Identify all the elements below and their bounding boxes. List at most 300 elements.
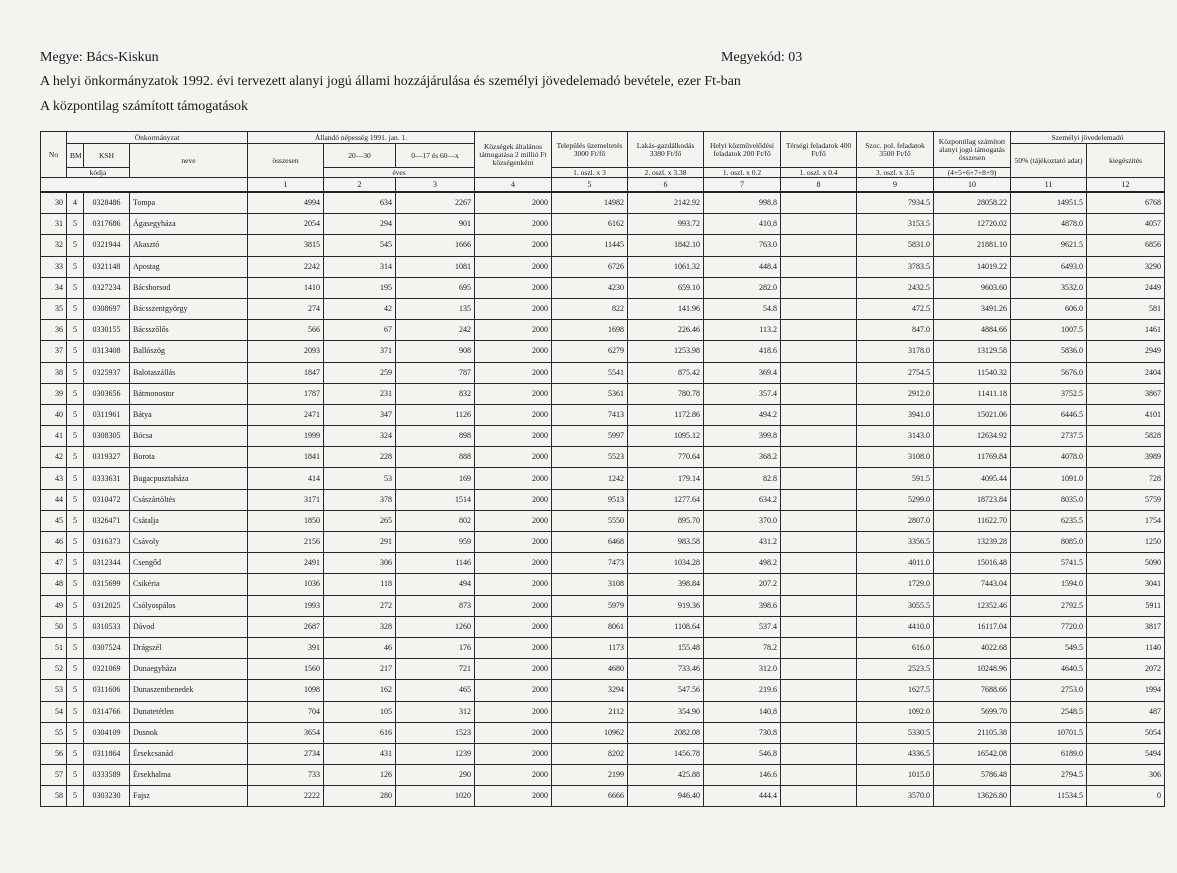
cell-age-0-17: 2267 — [396, 192, 475, 214]
cell-osszesen: 1999 — [248, 426, 324, 447]
cell-ksh: 0319327 — [84, 447, 130, 468]
cell-kozponti: 11411.18 — [934, 383, 1011, 404]
col-szoc: Szoc. pol. feladatok 3500 Ft/fő — [857, 132, 934, 168]
cell-lakas: 1034.28 — [628, 553, 704, 574]
cell-name: Érsekcsanád — [130, 743, 248, 764]
col-kozsegek: Községek általános támogatása 2 millió Ft községenként — [475, 132, 552, 178]
cell-ksh: 0311864 — [84, 743, 130, 764]
cell-telepules: 822 — [552, 298, 628, 319]
cell-telepules: 4230 — [552, 277, 628, 298]
col-num: 7 — [704, 178, 781, 193]
table-row — [41, 277, 1165, 298]
cell-age-0-17: 721 — [396, 659, 475, 680]
cell-telepules: 5979 — [552, 595, 628, 616]
cell-kozponti: 21881.10 — [934, 235, 1011, 256]
cell-lakas: 1456.78 — [628, 743, 704, 764]
cell-age-0-17: 908 — [396, 341, 475, 362]
cell-helyi: 537.4 — [704, 616, 781, 637]
cell-bm: 5 — [67, 701, 84, 722]
table-row — [41, 616, 1165, 637]
cell-name: Apostag — [130, 256, 248, 277]
table-row — [41, 743, 1165, 764]
cell-kieg: 1461 — [1087, 320, 1165, 341]
cell-no: 31 — [41, 214, 67, 235]
cell-helyi: 146.6 — [704, 765, 781, 786]
document-subtitle: A központilag számított támogatások — [40, 99, 249, 114]
cell-age-0-17: 135 — [396, 298, 475, 319]
cell-age-20-30: 306 — [324, 553, 396, 574]
cell-bm: 5 — [67, 743, 84, 764]
cell-szoc: 1627.5 — [857, 680, 934, 701]
cell-tersegi — [781, 298, 857, 319]
cell-szoc: 3055.5 — [857, 595, 934, 616]
cell-helyi: 448.4 — [704, 256, 781, 277]
cell-osszesen: 3815 — [248, 235, 324, 256]
cell-bm: 5 — [67, 659, 84, 680]
cell-no: 41 — [41, 426, 67, 447]
cell-telepules: 7413 — [552, 404, 628, 425]
cell-telepules: 5361 — [552, 383, 628, 404]
cell-name: Ballószög — [130, 341, 248, 362]
cell-age-20-30: 231 — [324, 383, 396, 404]
cell-szoc: 472.5 — [857, 298, 934, 319]
cell-tersegi — [781, 362, 857, 383]
cell-tersegi — [781, 426, 857, 447]
cell-age-20-30: 217 — [324, 659, 396, 680]
table-row — [41, 383, 1165, 404]
table-row — [41, 595, 1165, 616]
cell-age-0-17: 898 — [396, 426, 475, 447]
cell-szja-50: 5676.0 — [1011, 362, 1087, 383]
col-num: 8 — [781, 178, 857, 193]
cell-kozsegek: 2000 — [475, 786, 552, 807]
cell-szoc: 3783.5 — [857, 256, 934, 277]
col-num: 3 — [396, 178, 475, 193]
cell-age-20-30: 545 — [324, 235, 396, 256]
cell-no: 44 — [41, 489, 67, 510]
cell-kozsegek: 2000 — [475, 468, 552, 489]
cell-szoc: 5299.0 — [857, 489, 934, 510]
cell-szoc: 3570.0 — [857, 786, 934, 807]
cell-name: Csávoly — [130, 532, 248, 553]
cell-szja-50: 4078.0 — [1011, 447, 1087, 468]
cell-kieg: 1140 — [1087, 637, 1165, 658]
cell-age-20-30: 162 — [324, 680, 396, 701]
cell-name: Borota — [130, 447, 248, 468]
cell-kieg: 5090 — [1087, 553, 1165, 574]
cell-kozsegek: 2000 — [475, 574, 552, 595]
cell-kieg: 5828 — [1087, 426, 1165, 447]
cell-telepules: 5523 — [552, 447, 628, 468]
cell-kozponti: 3491.26 — [934, 298, 1011, 319]
cell-ksh: 0333589 — [84, 765, 130, 786]
cell-helyi: 357.4 — [704, 383, 781, 404]
table-row — [41, 426, 1165, 447]
cell-kieg: 1754 — [1087, 510, 1165, 531]
cell-name: Drágszél — [130, 637, 248, 658]
col-num-blank — [41, 178, 248, 193]
cell-kozsegek: 2000 — [475, 320, 552, 341]
cell-kozponti: 7443.04 — [934, 574, 1011, 595]
cell-szoc: 2523.5 — [857, 659, 934, 680]
cell-bm: 5 — [67, 383, 84, 404]
cell-lakas: 398.84 — [628, 574, 704, 595]
cell-name: Bácsborsod — [130, 277, 248, 298]
cell-szja-50: 10701.5 — [1011, 722, 1087, 743]
cell-ksh: 0313408 — [84, 341, 130, 362]
cell-bm: 5 — [67, 765, 84, 786]
col-telepules: Település üzemeltetés 3000 Ft/fő — [552, 132, 628, 168]
cell-lakas: 547.56 — [628, 680, 704, 701]
cell-kozsegek: 2000 — [475, 277, 552, 298]
cell-helyi: 410.8 — [704, 214, 781, 235]
col-num: 4 — [475, 178, 552, 193]
cell-telepules: 9513 — [552, 489, 628, 510]
cell-tersegi — [781, 235, 857, 256]
cell-szja-50: 2548.5 — [1011, 701, 1087, 722]
cell-bm: 5 — [67, 574, 84, 595]
cell-name: Dávod — [130, 616, 248, 637]
cell-tersegi — [781, 701, 857, 722]
table-row — [41, 214, 1165, 235]
cell-kozsegek: 2000 — [475, 404, 552, 425]
cell-szoc: 4410.0 — [857, 616, 934, 637]
cell-tersegi — [781, 680, 857, 701]
cell-name: Balotaszállás — [130, 362, 248, 383]
cell-kieg: 728 — [1087, 468, 1165, 489]
cell-szja-50: 1091.0 — [1011, 468, 1087, 489]
cell-szoc: 2432.5 — [857, 277, 934, 298]
cell-kozponti: 28058.22 — [934, 192, 1011, 214]
cell-kozponti: 12352.46 — [934, 595, 1011, 616]
cell-lakas: 425.88 — [628, 765, 704, 786]
cell-kieg: 4101 — [1087, 404, 1165, 425]
cell-szoc: 5330.5 — [857, 722, 934, 743]
cell-no: 53 — [41, 680, 67, 701]
cell-szja-50: 6446.5 — [1011, 404, 1087, 425]
cell-ksh: 0308305 — [84, 426, 130, 447]
cell-kieg: 306 — [1087, 765, 1165, 786]
cell-age-0-17: 695 — [396, 277, 475, 298]
cell-name: Csólyospálos — [130, 595, 248, 616]
cell-osszesen: 414 — [248, 468, 324, 489]
cell-helyi: 78.2 — [704, 637, 781, 658]
cell-bm: 5 — [67, 277, 84, 298]
cell-helyi: 54.8 — [704, 298, 781, 319]
cell-kozponti: 15021.06 — [934, 404, 1011, 425]
cell-ksh: 0311961 — [84, 404, 130, 425]
cell-kozsegek: 2000 — [475, 637, 552, 658]
cell-szja-50: 6189.0 — [1011, 743, 1087, 764]
cell-lakas: 875.42 — [628, 362, 704, 383]
cell-lakas: 2082.08 — [628, 722, 704, 743]
cell-ksh: 0310533 — [84, 616, 130, 637]
cell-name: Akasztó — [130, 235, 248, 256]
cell-osszesen: 2734 — [248, 743, 324, 764]
cell-age-0-17: 1081 — [396, 256, 475, 277]
cell-szoc: 1092.0 — [857, 701, 934, 722]
table-row — [41, 680, 1165, 701]
cell-szoc: 847.0 — [857, 320, 934, 341]
cell-bm: 5 — [67, 468, 84, 489]
cell-age-0-17: 1020 — [396, 786, 475, 807]
cell-helyi: 444.4 — [704, 786, 781, 807]
col-age-20-30: 20—30 — [324, 144, 396, 168]
cell-kozponti: 21105.38 — [934, 722, 1011, 743]
cell-tersegi — [781, 532, 857, 553]
cell-age-20-30: 195 — [324, 277, 396, 298]
cell-lakas: 1842.10 — [628, 235, 704, 256]
cell-kozsegek: 2000 — [475, 553, 552, 574]
cell-telepules: 8202 — [552, 743, 628, 764]
cell-name: Bátmonostor — [130, 383, 248, 404]
cell-kozsegek: 2000 — [475, 765, 552, 786]
cell-no: 33 — [41, 256, 67, 277]
cell-szoc: 2912.0 — [857, 383, 934, 404]
cell-kozponti: 11622.70 — [934, 510, 1011, 531]
cell-ksh: 0311606 — [84, 680, 130, 701]
cell-ksh: 0325937 — [84, 362, 130, 383]
cell-no: 52 — [41, 659, 67, 680]
table-row — [41, 256, 1165, 277]
cell-telepules: 11445 — [552, 235, 628, 256]
cell-no: 36 — [41, 320, 67, 341]
cell-age-20-30: 67 — [324, 320, 396, 341]
cell-helyi: 494.2 — [704, 404, 781, 425]
cell-lakas: 2142.92 — [628, 192, 704, 214]
cell-szoc: 3356.5 — [857, 532, 934, 553]
table-row — [41, 235, 1165, 256]
cell-szoc: 3108.0 — [857, 447, 934, 468]
table-row — [41, 320, 1165, 341]
table-row — [41, 637, 1165, 658]
cell-tersegi — [781, 468, 857, 489]
cell-age-20-30: 228 — [324, 447, 396, 468]
cell-lakas: 895.70 — [628, 510, 704, 531]
cell-kieg: 0 — [1087, 786, 1165, 807]
cell-lakas: 946.40 — [628, 786, 704, 807]
cell-lakas: 1172.86 — [628, 404, 704, 425]
cell-age-20-30: 634 — [324, 192, 396, 214]
cell-helyi: 998.8 — [704, 192, 781, 214]
col-helyi: Helyi közművelődési feladatok 200 Ft/fő — [704, 132, 781, 168]
cell-bm: 5 — [67, 341, 84, 362]
cell-no: 42 — [41, 447, 67, 468]
cell-telepules: 4680 — [552, 659, 628, 680]
cell-telepules: 1698 — [552, 320, 628, 341]
cell-bm: 5 — [67, 256, 84, 277]
cell-tersegi — [781, 510, 857, 531]
cell-no: 58 — [41, 786, 67, 807]
cell-name: Tompa — [130, 192, 248, 214]
cell-szja-50: 549.5 — [1011, 637, 1087, 658]
cell-telepules: 6666 — [552, 786, 628, 807]
cell-lakas: 659.10 — [628, 277, 704, 298]
col-num: 10 — [934, 178, 1011, 193]
cell-age-0-17: 873 — [396, 595, 475, 616]
cell-ksh: 0303230 — [84, 786, 130, 807]
cell-osszesen: 1850 — [248, 510, 324, 531]
cell-age-0-17: 1260 — [396, 616, 475, 637]
cell-kozponti: 13129.58 — [934, 341, 1011, 362]
table-row — [41, 722, 1165, 743]
cell-tersegi — [781, 404, 857, 425]
col-num: 12 — [1087, 178, 1165, 193]
county-code-label: Megyekód: 03 — [721, 50, 803, 65]
cell-osszesen: 1036 — [248, 574, 324, 595]
cell-no: 35 — [41, 298, 67, 319]
cell-ksh: 0312025 — [84, 595, 130, 616]
cell-kozsegek: 2000 — [475, 532, 552, 553]
cell-ksh: 0330155 — [84, 320, 130, 341]
table-row — [41, 659, 1165, 680]
cell-age-0-17: 242 — [396, 320, 475, 341]
cell-tersegi — [781, 765, 857, 786]
cell-no: 47 — [41, 553, 67, 574]
cell-kieg: 2949 — [1087, 341, 1165, 362]
cell-bm: 5 — [67, 320, 84, 341]
table-row — [41, 298, 1165, 319]
col-helyi-formula: 1. oszl. x 0.2 — [704, 168, 781, 178]
cell-age-20-30: 371 — [324, 341, 396, 362]
cell-no: 54 — [41, 701, 67, 722]
cell-lakas: 141.96 — [628, 298, 704, 319]
cell-age-20-30: 328 — [324, 616, 396, 637]
cell-lakas: 993.72 — [628, 214, 704, 235]
cell-tersegi — [781, 574, 857, 595]
col-szoc-formula: 3. oszl. x 3.5 — [857, 168, 934, 178]
cell-name: Bócsa — [130, 426, 248, 447]
cell-kieg: 487 — [1087, 701, 1165, 722]
cell-kozsegek: 2000 — [475, 659, 552, 680]
cell-kieg: 6856 — [1087, 235, 1165, 256]
col-szja-50: 50% (tájékoztató adat) — [1011, 144, 1087, 178]
cell-kieg: 581 — [1087, 298, 1165, 319]
cell-age-20-30: 378 — [324, 489, 396, 510]
col-ksh: KSH — [84, 144, 130, 168]
col-onkormanyzat: Önkormányzat — [67, 132, 248, 144]
col-kozponti: Központilag számított alanyi jogú támogatás összesen — [934, 132, 1011, 168]
cell-tersegi — [781, 447, 857, 468]
cell-lakas: 226.46 — [628, 320, 704, 341]
cell-kieg: 2449 — [1087, 277, 1165, 298]
cell-no: 40 — [41, 404, 67, 425]
table-row — [41, 765, 1165, 786]
cell-helyi: 399.8 — [704, 426, 781, 447]
col-num: 11 — [1011, 178, 1087, 193]
cell-name: Dunatetétlen — [130, 701, 248, 722]
cell-szoc: 2754.5 — [857, 362, 934, 383]
cell-bm: 5 — [67, 426, 84, 447]
cell-age-20-30: 118 — [324, 574, 396, 595]
cell-szja-50: 4878.0 — [1011, 214, 1087, 235]
cell-osszesen: 391 — [248, 637, 324, 658]
cell-ksh: 0321944 — [84, 235, 130, 256]
cell-osszesen: 2687 — [248, 616, 324, 637]
col-num: 6 — [628, 178, 704, 193]
cell-tersegi — [781, 341, 857, 362]
cell-lakas: 1095.12 — [628, 426, 704, 447]
cell-helyi: 546.8 — [704, 743, 781, 764]
cell-telepules: 1242 — [552, 468, 628, 489]
cell-osszesen: 2156 — [248, 532, 324, 553]
cell-osszesen: 733 — [248, 765, 324, 786]
cell-osszesen: 1560 — [248, 659, 324, 680]
cell-ksh: 0327234 — [84, 277, 130, 298]
cell-no: 43 — [41, 468, 67, 489]
cell-ksh: 0326471 — [84, 510, 130, 531]
cell-szja-50: 2794.5 — [1011, 765, 1087, 786]
cell-age-20-30: 314 — [324, 256, 396, 277]
cell-kozsegek: 2000 — [475, 489, 552, 510]
cell-szja-50: 2753.0 — [1011, 680, 1087, 701]
cell-name: Bácsszőlős — [130, 320, 248, 341]
cell-tersegi — [781, 637, 857, 658]
cell-no: 48 — [41, 574, 67, 595]
table-row — [41, 489, 1165, 510]
cell-name: Csikéria — [130, 574, 248, 595]
cell-age-0-17: 1126 — [396, 404, 475, 425]
cell-kozponti: 7688.66 — [934, 680, 1011, 701]
cell-bm: 5 — [67, 595, 84, 616]
cell-kieg: 5911 — [1087, 595, 1165, 616]
cell-osszesen: 2093 — [248, 341, 324, 362]
col-tersegi: Térségi feladatok 400 Ft/fő — [781, 132, 857, 168]
cell-telepules: 2112 — [552, 701, 628, 722]
cell-szoc: 3153.5 — [857, 214, 934, 235]
cell-szoc: 5831.0 — [857, 235, 934, 256]
cell-bm: 5 — [67, 404, 84, 425]
cell-kieg: 6768 — [1087, 192, 1165, 214]
cell-telepules: 7473 — [552, 553, 628, 574]
cell-osszesen: 4994 — [248, 192, 324, 214]
cell-osszesen: 2054 — [248, 214, 324, 235]
cell-age-0-17: 1666 — [396, 235, 475, 256]
cell-kozsegek: 2000 — [475, 722, 552, 743]
cell-telepules: 8061 — [552, 616, 628, 637]
cell-szja-50: 3752.5 — [1011, 383, 1087, 404]
col-num: 5 — [552, 178, 628, 193]
cell-telepules: 5550 — [552, 510, 628, 531]
cell-helyi: 113.2 — [704, 320, 781, 341]
cell-helyi: 82.8 — [704, 468, 781, 489]
cell-kozsegek: 2000 — [475, 447, 552, 468]
cell-kozponti: 5786.48 — [934, 765, 1011, 786]
cell-telepules: 6726 — [552, 256, 628, 277]
col-kieg: kiegészítés — [1087, 144, 1165, 178]
col-no: No — [41, 132, 67, 178]
cell-bm: 5 — [67, 616, 84, 637]
cell-lakas: 1061.32 — [628, 256, 704, 277]
cell-tersegi — [781, 277, 857, 298]
cell-kozponti: 15016.48 — [934, 553, 1011, 574]
cell-age-0-17: 465 — [396, 680, 475, 701]
cell-szja-50: 9621.5 — [1011, 235, 1087, 256]
table-row — [41, 786, 1165, 807]
col-telepules-formula: 1. oszl. x 3 — [552, 168, 628, 178]
cell-age-0-17: 888 — [396, 447, 475, 468]
cell-no: 50 — [41, 616, 67, 637]
cell-ksh: 0308697 — [84, 298, 130, 319]
cell-age-0-17: 901 — [396, 214, 475, 235]
table-row — [41, 574, 1165, 595]
cell-lakas: 733.46 — [628, 659, 704, 680]
cell-helyi: 418.6 — [704, 341, 781, 362]
cell-szja-50: 606.0 — [1011, 298, 1087, 319]
col-lakas-formula: 2. oszl. x 3.38 — [628, 168, 704, 178]
cell-bm: 5 — [67, 214, 84, 235]
cell-name: Császártöltés — [130, 489, 248, 510]
